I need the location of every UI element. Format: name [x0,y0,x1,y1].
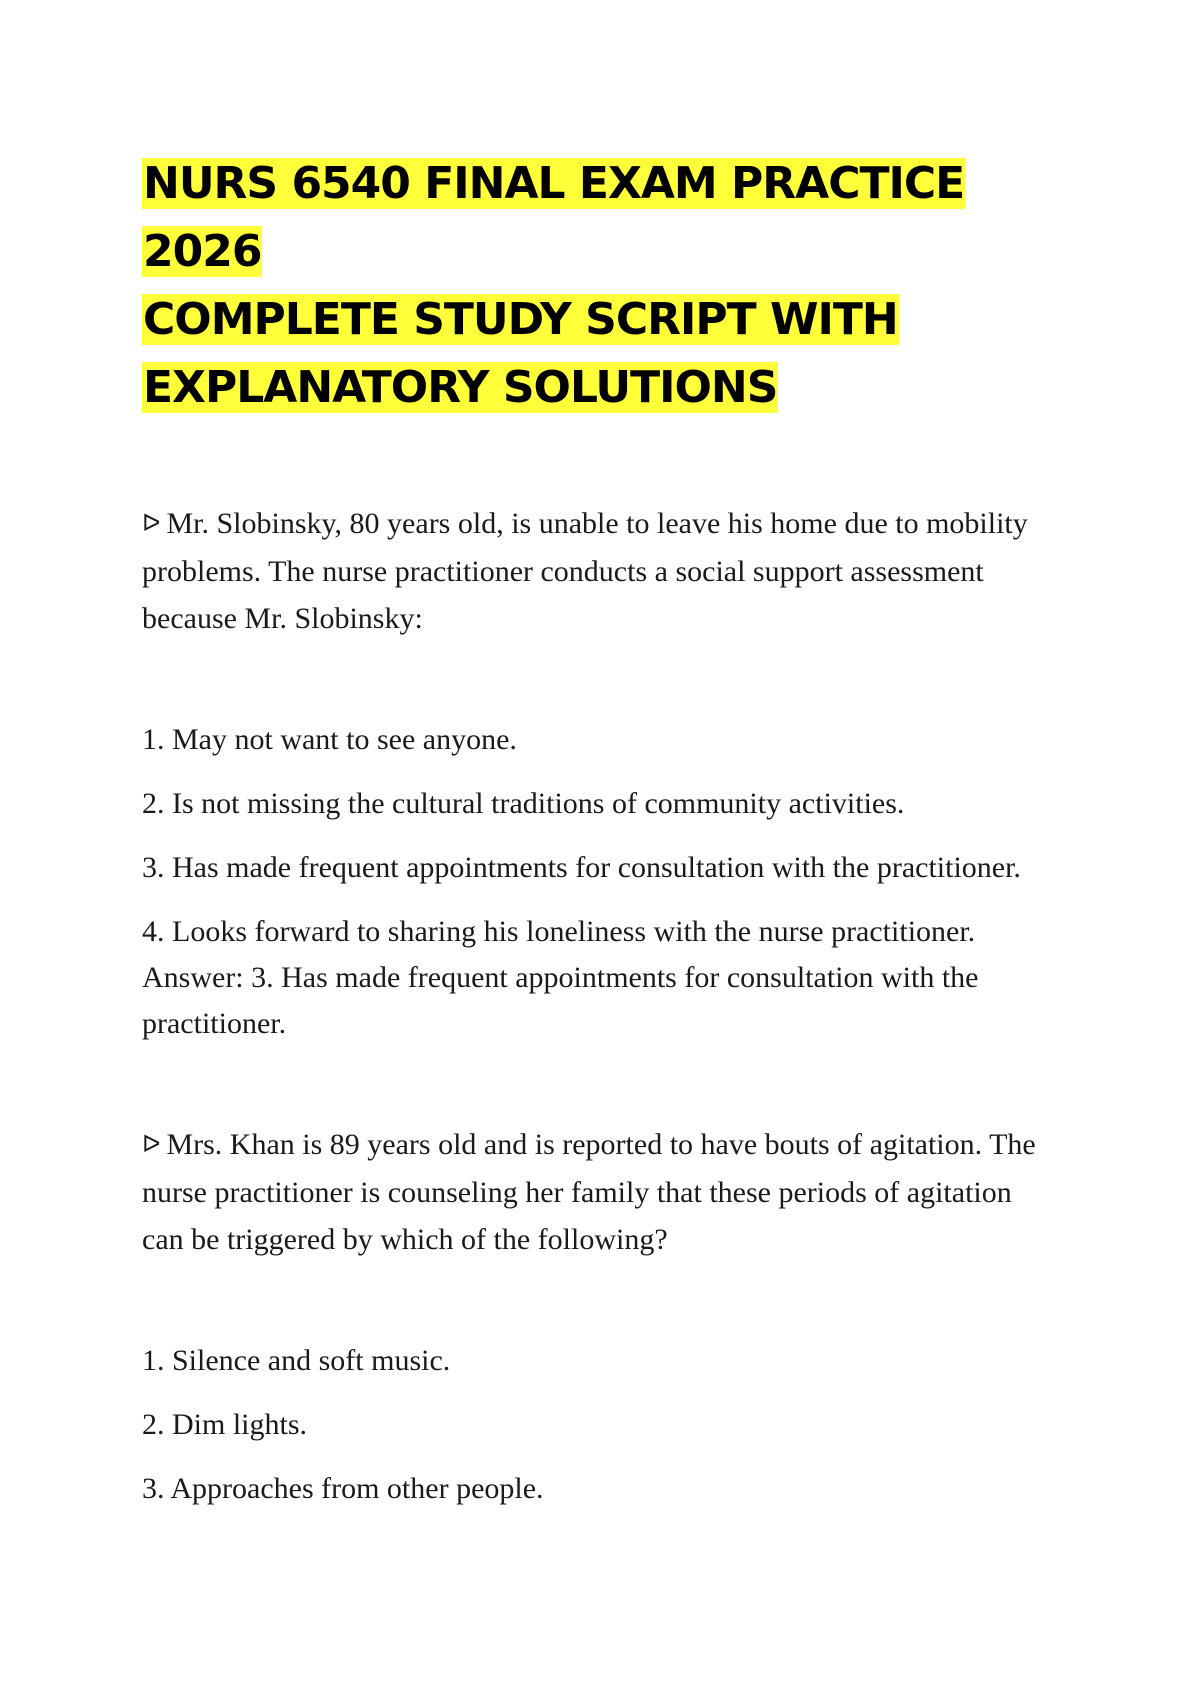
question-1 [142,500,1042,642]
question-2-text: Mrs. Khan is 89 years old and is reported to have bouts of agitation. The nurse practitioner is counseling her family that these periods of agitation can be triggered by which of the following? [142,1128,1036,1256]
document-title [142,150,1042,422]
option-item: 1. Silence and soft music. [142,1344,451,1377]
question-2-options [142,1338,1042,1512]
question-1-answer: Answer: 3. Has made frequent appointments for consultation with the practitioner. [142,961,979,1040]
title-line: NURS 6540 FINAL EXAM PRACTICE 2026 [143,158,965,277]
option-item: 2. Dim lights. [142,1408,308,1441]
document-page [142,150,1042,1530]
option-item: 3. Has made frequent appointments for consultation with the practitioner. [142,851,1021,884]
question-1-options [142,717,1042,955]
option-item: 3. Approaches from other people. [142,1472,544,1505]
triangle-right-icon: ᐅ [142,1132,161,1158]
option-item: 2. Is not missing the cultural traditions of community activities. [142,787,905,820]
title-line: EXPLANATORY SOLUTIONS [143,362,778,413]
question-1-text: Mr. Slobinsky, 80 years old, is unable to leave his home due to mobility problems. The nurse practitioner conducts a social support assessment because Mr. Slobinsky: [142,507,1028,635]
title-line: COMPLETE STUDY SCRIPT WITH [143,294,898,345]
question-2 [142,1121,1042,1263]
option-item: 4. Looks forward to sharing his loneliness with the nurse practitioner. [142,915,976,948]
option-item: 1. May not want to see anyone. [142,723,517,756]
triangle-right-icon: ᐅ [142,511,161,537]
